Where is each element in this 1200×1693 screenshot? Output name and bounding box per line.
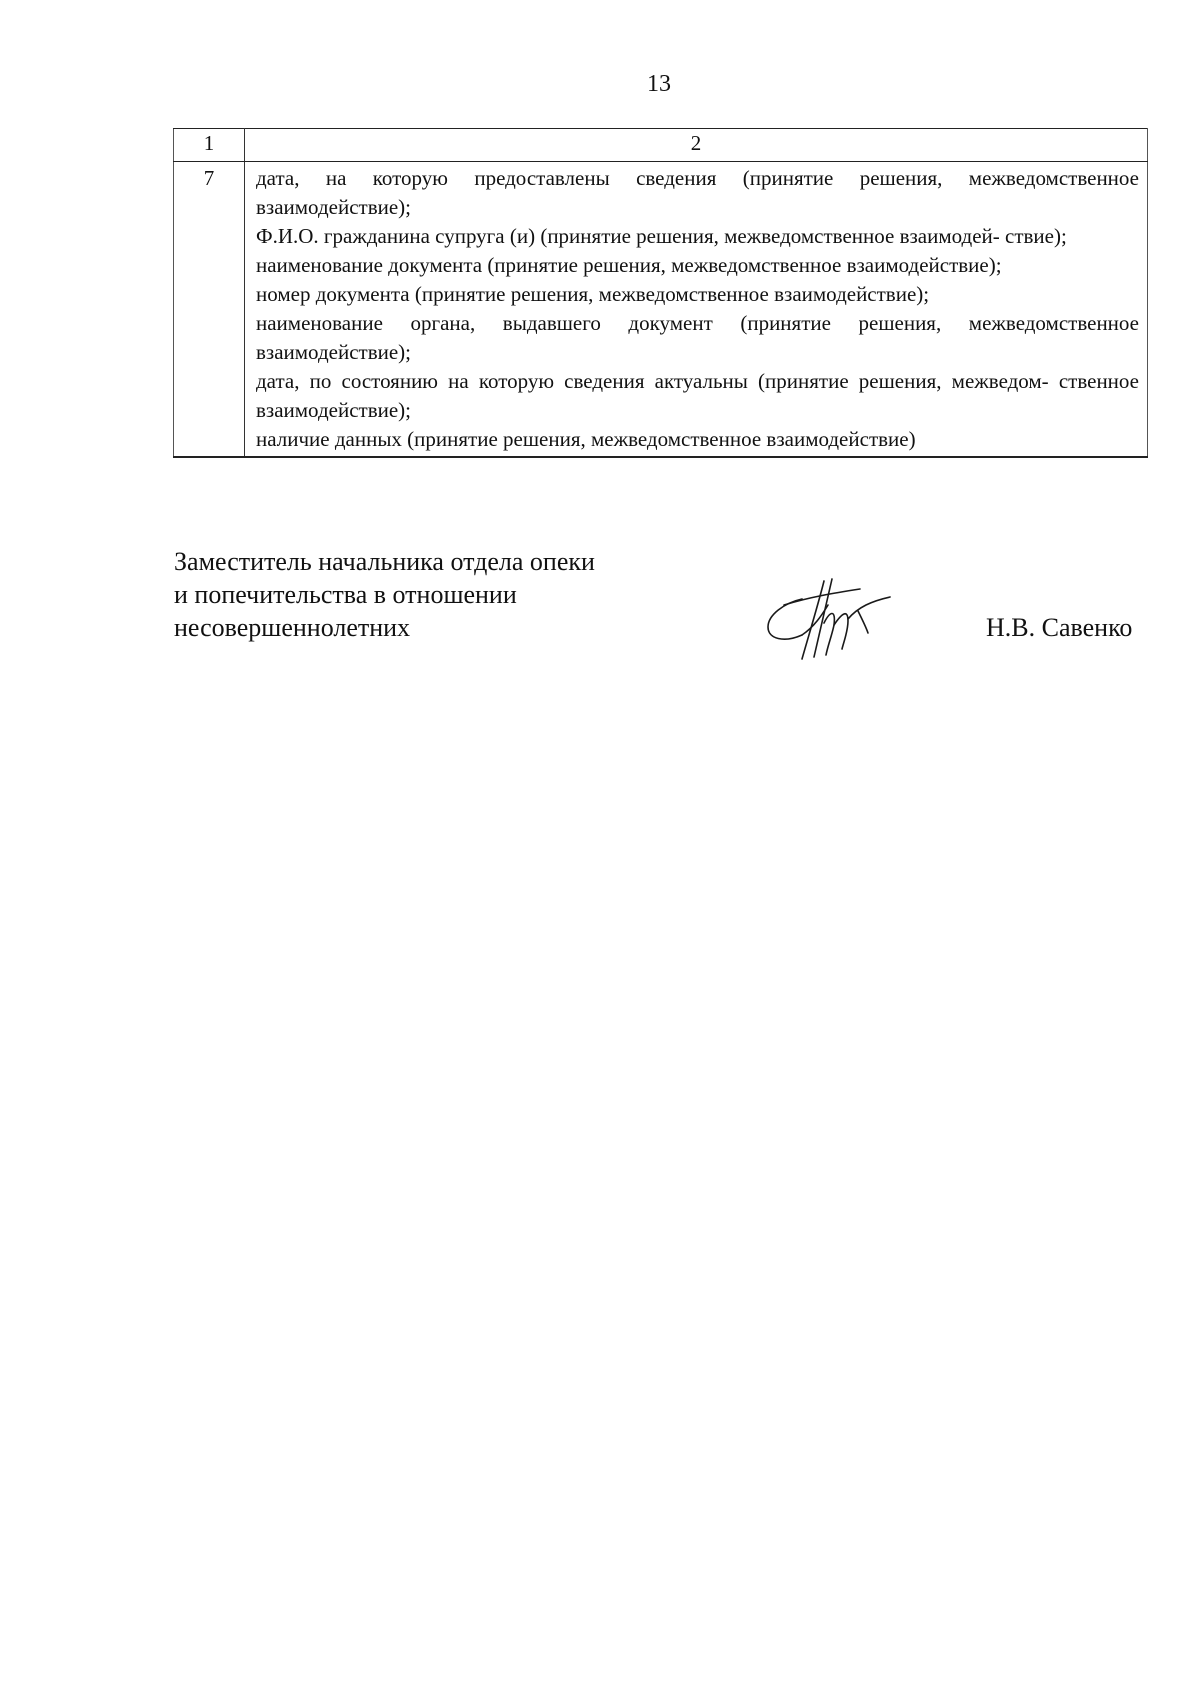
row-line: наличие данных (принятие решения, межведомственное взаимодействие)	[256, 427, 916, 451]
row-line: наименование документа (принятие решения, межведомственное взаимодействие);	[256, 253, 1002, 277]
row-line: дата, на которую предоставлены сведения (принятие решения, межведомственное взаимодействие);	[256, 166, 1139, 219]
row-number: 7	[174, 162, 245, 458]
row-content	[245, 162, 1148, 458]
row-line: наименование органа, выдавшего документ (принятие решения, межведомственное взаимодействие);	[256, 311, 1139, 364]
data-table	[173, 128, 1148, 458]
row-line: дата, по состоянию на которую сведения актуальны (принятие решения, межведом- ственное взаимодействие);	[256, 369, 1139, 422]
handwritten-signature	[762, 575, 902, 675]
column-header-2: 2	[245, 129, 1148, 162]
table-row	[174, 162, 1148, 458]
signer-position	[174, 545, 595, 644]
signer-position-line: несовершеннолетних	[174, 613, 411, 642]
signer-name: Н.В. Савенко	[986, 613, 1133, 642]
row-line: Ф.И.О. гражданина супруга (и) (принятие решения, межведомственное взаимодей- ствие);	[256, 224, 1067, 248]
row-line: номер документа (принятие решения, межведомственное взаимодействие);	[256, 282, 930, 306]
page-number: 13	[647, 71, 671, 97]
table-header-row	[174, 129, 1148, 162]
column-header-1: 1	[174, 129, 245, 162]
signer-position-line: Заместитель начальника отдела опеки	[174, 547, 595, 576]
signer-position-line: и попечительства в отношении	[174, 580, 517, 609]
